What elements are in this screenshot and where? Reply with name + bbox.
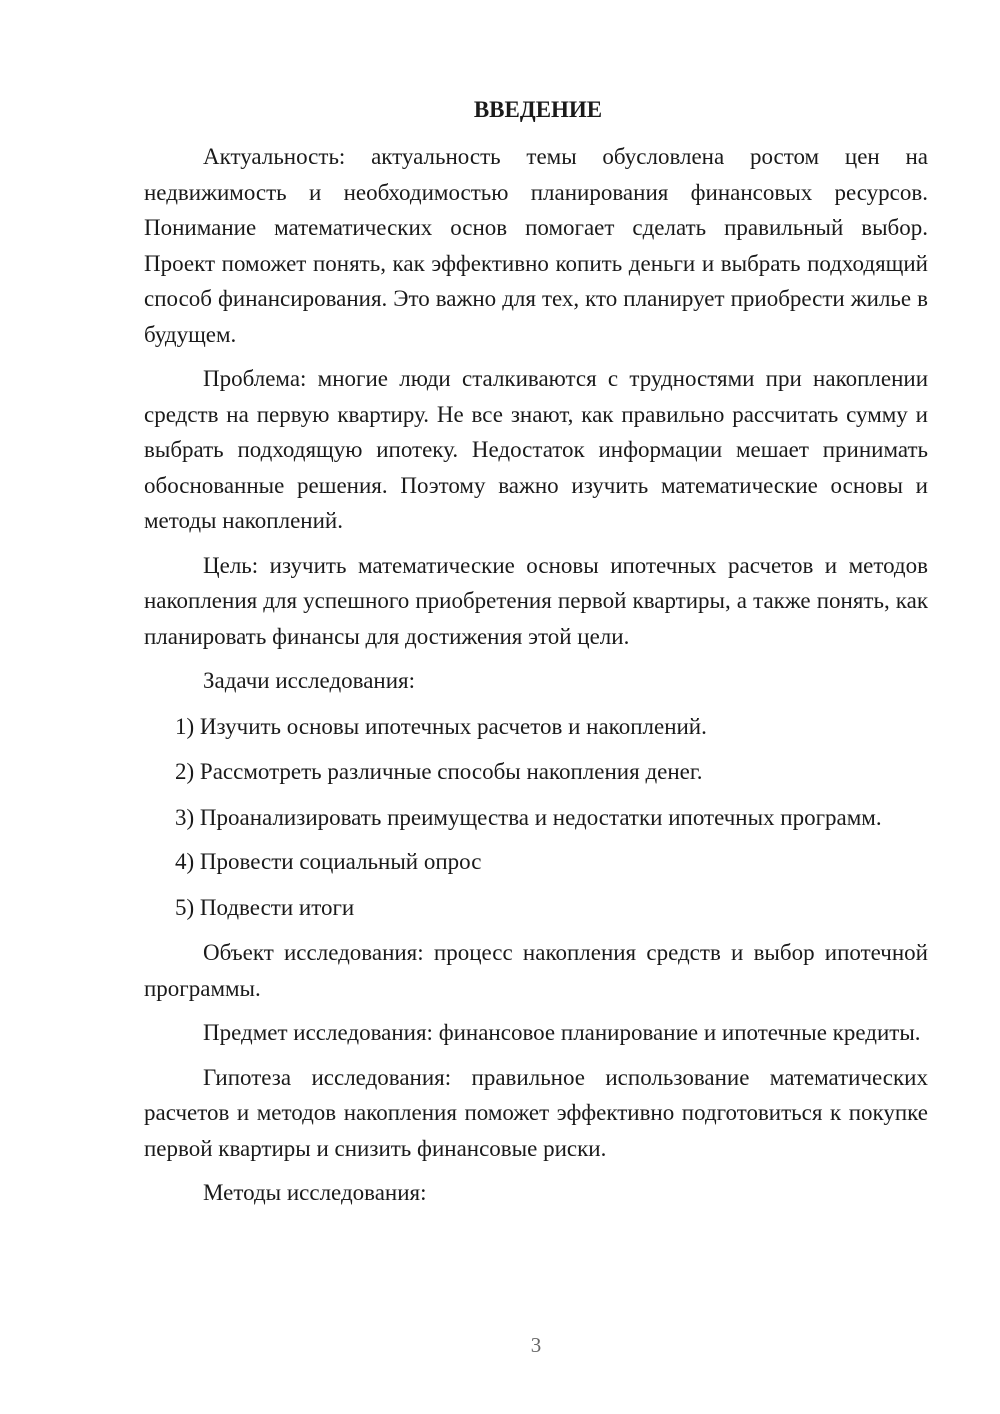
- hypothesis-paragraph: Гипотеза исследования: правильное использование математических расчетов и методов накопления поможет эффективно подготовиться к покупке первой квартиры и снизить финансовые риски.: [144, 1064, 928, 1161]
- task-item-4: 4) Провести социальный опрос: [175, 849, 482, 874]
- relevance-paragraph: Актуальность: актуальность темы обусловлена ростом цен на недвижимость и необходимостью планирования финансовых ресурсов. Понимание математических основ помогает сделать правильный выбор. Проект поможет понять, как эффективно копить деньги и выбрать подходящий способ финансирования. Это важно для тех, кто планирует приобрести жилье в будущем.: [144, 144, 928, 347]
- task-item-5: 5) Подвести итоги: [175, 894, 355, 920]
- methods-title: Методы исследования:: [203, 1180, 427, 1205]
- tasks-title: Задачи исследования:: [203, 668, 416, 693]
- task-item-2: 2) Рассмотреть различные способы накопления денег.: [175, 759, 703, 784]
- task-item-1: 1) Изучить основы ипотечных расчетов и накоплений.: [175, 713, 707, 739]
- document-page: [144, 92, 928, 1221]
- object-paragraph: Объект исследования: процесс накопления средств и выбор ипотечной программы.: [144, 940, 928, 1001]
- section-heading: ВВЕДЕНИЕ: [473, 97, 603, 122]
- task-item-3: 3) Проанализировать преимущества и недостатки ипотечных программ.: [175, 804, 882, 830]
- goal-paragraph: Цель: изучить математические основы ипотечных расчетов и методов накопления для успешного приобретения первой квартиры, а также понять, как планировать финансы для достижения этой цели.: [144, 552, 928, 649]
- page-number: 3: [530, 1333, 542, 1357]
- problem-paragraph: Проблема: многие люди сталкиваются с трудностями при накоплении средств на первую квартиру. Не все знают, как правильно рассчитать сумму и выбрать подходящую ипотеку. Недостаток информации мешает принимать обоснованные решения. Поэтому важно изучить математические основы и методы накоплений.: [144, 366, 928, 533]
- subject-paragraph: Предмет исследования: финансовое планирование и ипотечные кредиты.: [203, 1020, 921, 1045]
